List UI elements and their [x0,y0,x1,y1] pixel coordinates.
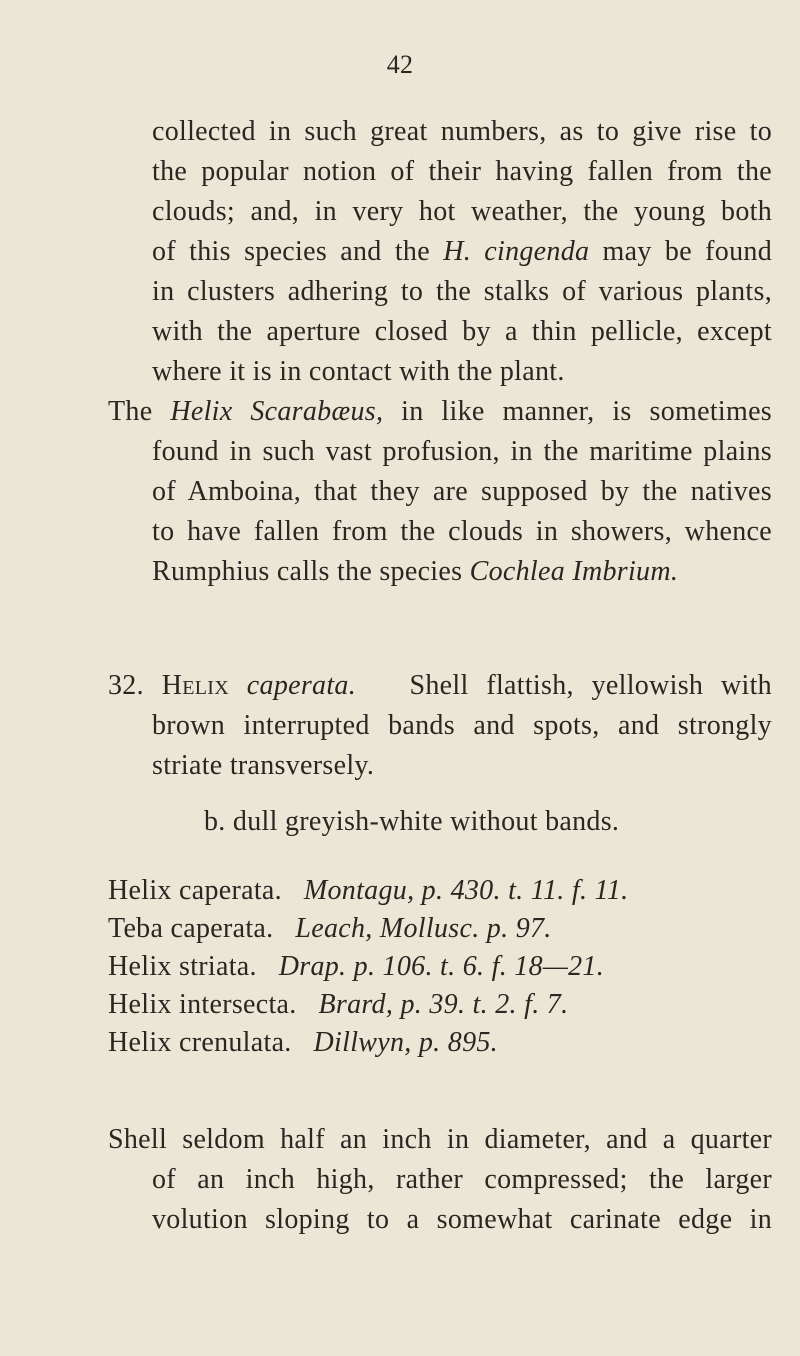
text-line: Shell seldom half an inch in diameter, and a quarter [108,1124,772,1155]
text-line: the popular notion of their having fallen from the [152,156,772,187]
paragraph-continuation [152,112,772,392]
text-line: of an inch high, rather compressed; the larger [152,1164,772,1195]
text-line: to have fallen from the clouds in showers, whence [152,516,772,547]
species-epithet: caperata. [246,670,357,701]
text-line: The Helix Scarabæus, in like manner, is sometimes [108,396,772,427]
synonym-row: Helix crenulata. Dillwyn, p. 895. [108,1027,498,1058]
synonym-row: Teba caperata. Leach, Mollusc. p. 97. [108,913,552,944]
text-line: collected in such great numbers, as to give rise to [152,116,772,147]
text-line: with the aperture closed by a thin pellicle, except [152,316,772,347]
text-line: brown interrupted bands and spots, and strongly [152,710,772,741]
text-line: of this species and the H. cingenda may be found [152,236,773,267]
text-line: of Amboina, that they are supposed by the natives [152,476,772,507]
species-genus: Helix [161,670,229,701]
species-entry [108,666,772,842]
paragraph-description [108,1120,772,1240]
synonymy-list [108,872,772,1062]
text-line: where it is in contact with the plant. [152,356,565,387]
paragraph-helix-scarabaeus [108,392,772,592]
text-line: in clusters adhering to the stalks of various plants, [152,276,772,307]
text-line: Rumphius calls the species Cochlea Imbrium. [152,556,679,587]
synonym-row: Helix intersecta. Brard, p. 39. t. 2. f. 7. [108,989,569,1020]
page-number: 42 [386,50,414,79]
synonym-row: Helix caperata. Montagu, p. 430. t. 11. f. 11. [108,875,629,906]
variety-line: b. dull greyish-white without bands. [204,806,620,837]
text-line: clouds; and, in very hot weather, the young both [152,196,772,227]
text-line: striate transversely. [152,750,375,781]
text-line: found in such vast profusion, in the maritime plains [152,436,772,467]
species-heading: 32. Helix caperata. Shell flattish, yellowish with [108,670,772,701]
text-line: volution sloping to a somewhat carinate edge in [152,1204,772,1235]
species-number: 32. [108,670,144,701]
synonym-row: Helix striata. Drap. p. 106. t. 6. f. 18—21. [108,951,605,982]
